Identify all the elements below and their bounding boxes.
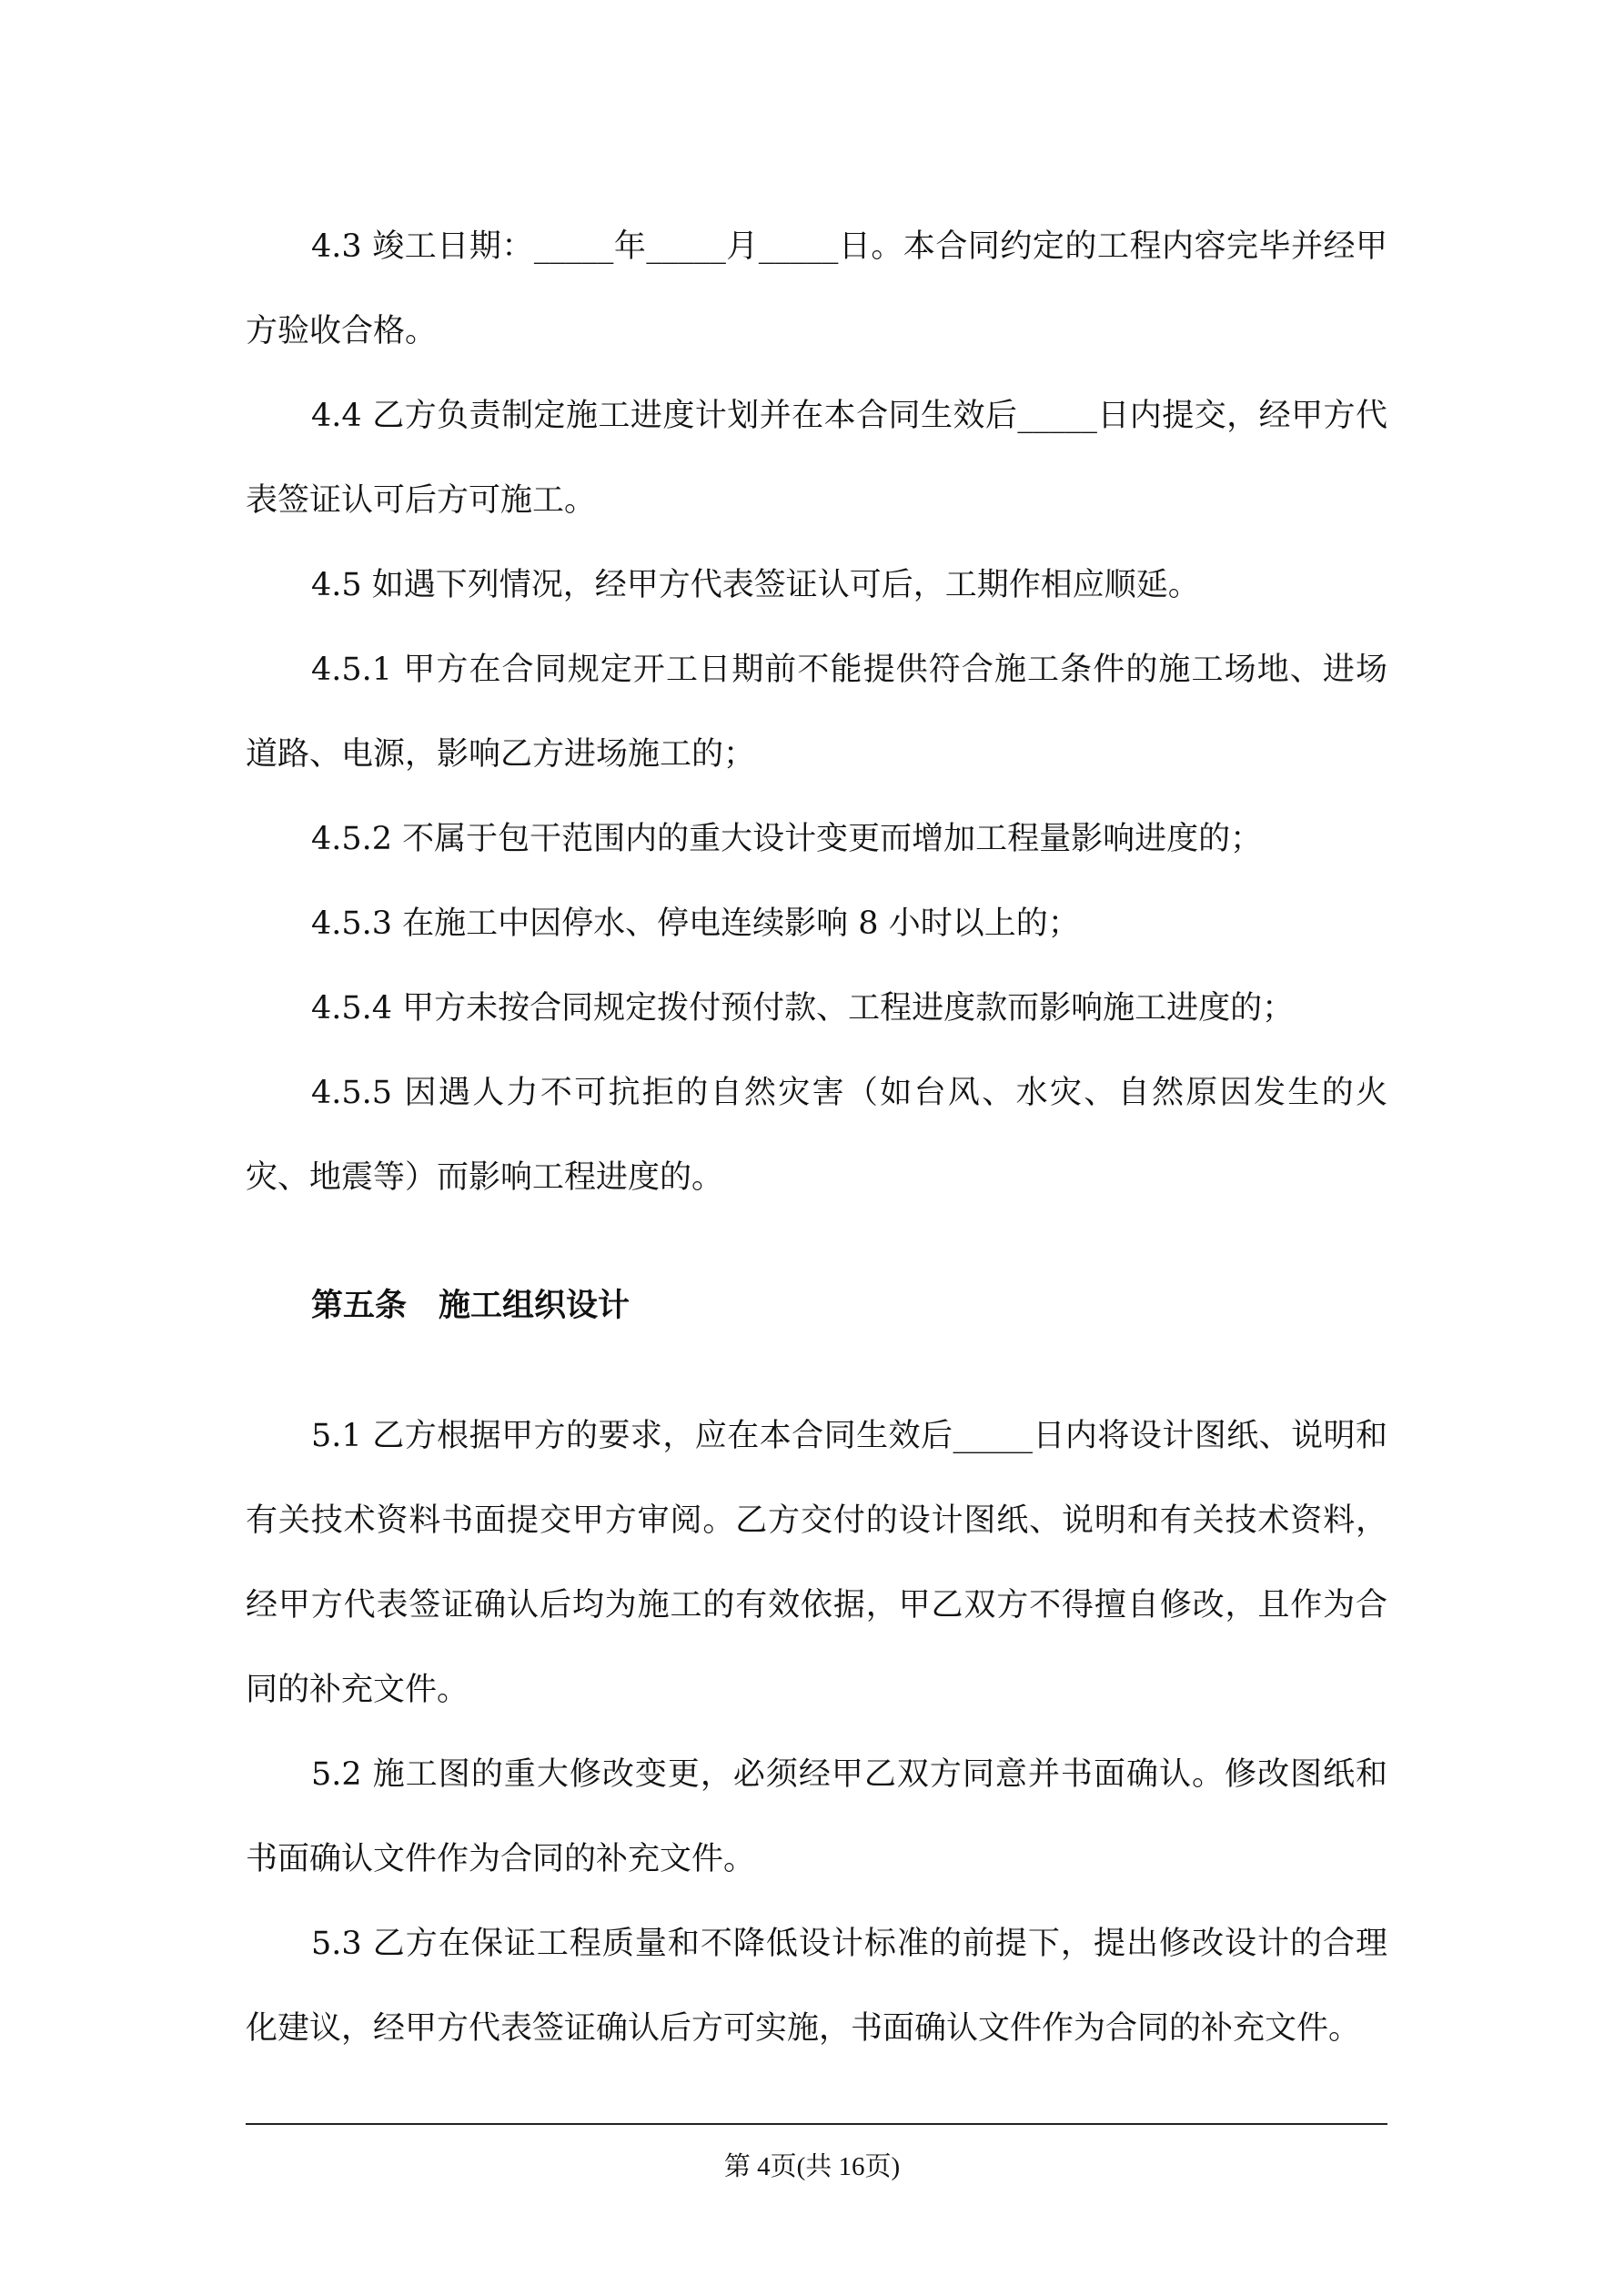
clause-4-5-2: 4.5.2 不属于包干范围内的重大设计变更而增加工程量影响进度的；	[311, 821, 1263, 857]
clause-4-5-4: 4.5.4 甲方未按合同规定拨付预付款、工程进度款而影响施工进度的；	[311, 990, 1295, 1027]
clause-5-2: 5.2 施工图的重大修改变更，必须经甲乙双方同意并书面确认。修改图纸和书面确认文件作为合同的补充文件。	[246, 1756, 1387, 1877]
clause-4-3: 4.3 竣工日期：_____年_____月_____日。本合同约定的工程内容完毕并经甲方验收合格。	[246, 228, 1387, 349]
clause-4-4: 4.4 乙方负责制定施工进度计划并在本合同生效后_____日内提交，经甲方代表签证认可后方可施工。	[246, 398, 1387, 519]
footer-divider	[246, 2123, 1387, 2125]
clause-5-3: 5.3 乙方在保证工程质量和不降低设计标准的前提下，提出修改设计的合理化建议，经甲方代表签证确认后方可实施，书面确认文件作为合同的补充文件。	[246, 1926, 1387, 2047]
clause-4-5-1: 4.5.1 甲方在合同规定开工日期前不能提供符合施工条件的施工场地、进场道路、电源，影响乙方进场施工的；	[246, 652, 1387, 773]
document-body	[246, 205, 1387, 2071]
clause-5-1: 5.1 乙方根据甲方的要求，应在本合同生效后_____日内将设计图纸、说明和有关技术资料书面提交甲方审阅。乙方交付的设计图纸、说明和有关技术资料，经甲方代表签证确认后均为施工的有效依据，甲乙双方不得擅自修改，且作为合同的补充文件。	[246, 1418, 1387, 1708]
clause-4-5-5: 4.5.5 因遇人力不可抗拒的自然灾害（如台风、水灾、自然原因发生的火灾、地震等）而影响工程进度的。	[246, 1075, 1387, 1196]
clause-4-5: 4.5 如遇下列情况，经甲方代表签证认可后，工期作相应顺延。	[311, 567, 1200, 603]
clause-4-5-3: 4.5.3 在施工中因停水、停电连续影响 8 小时以上的；	[311, 905, 1080, 942]
page-number: 第 4页(共 16页)	[723, 2152, 901, 2181]
section-5-heading: 第五条 施工组织设计	[311, 1288, 630, 1324]
